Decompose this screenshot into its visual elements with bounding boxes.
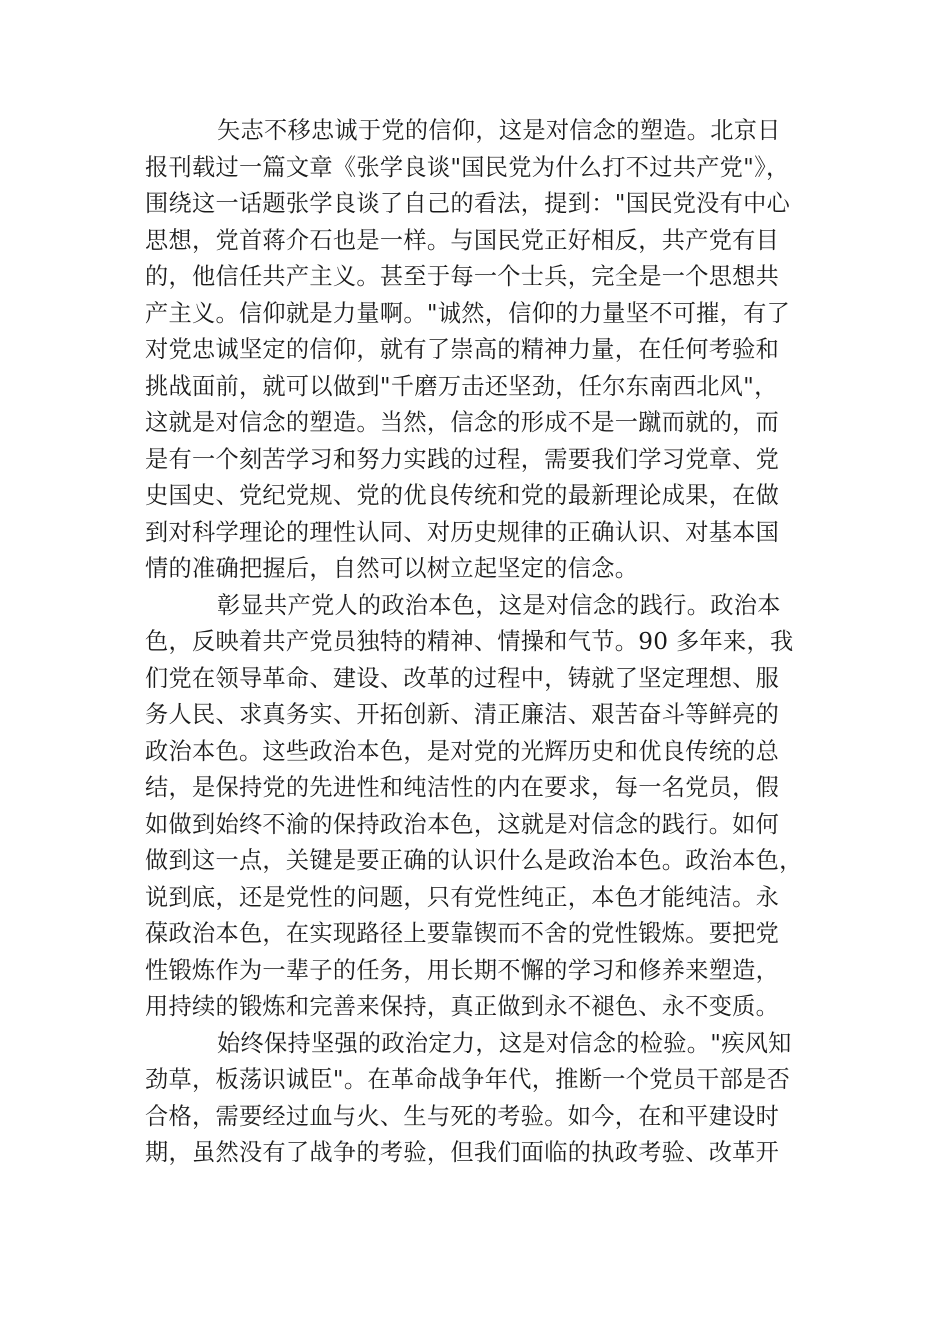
text-line: 到对科学理论的理性认同、对历史规律的正确认识、对基本国 bbox=[145, 518, 780, 546]
text-line: 围绕这一话题张学良谈了自己的看法，提到："国民党没有中心 bbox=[145, 190, 791, 217]
text-line: 葆政治本色，在实现路径上要靠锲而不舍的党性锻炼。要把党 bbox=[145, 920, 780, 947]
text-line: 始终保持坚强的政治定力，这是对信念的检验。"疾风知 bbox=[217, 1029, 792, 1057]
text-line: 说到底，还是党性的问题，只有党性纯正，本色才能纯洁。永 bbox=[145, 883, 780, 911]
text-line: 用持续的锻炼和完善来保持，真正做到永不褪色、永不变质。 bbox=[145, 993, 780, 1020]
text-line: 劲草，板荡识诚臣"。在革命战争年代，推断一个党员干部是否 bbox=[145, 1066, 791, 1093]
text-line: 思想，党首蒋介石也是一样。与国民党正好相反，共产党有目 bbox=[145, 226, 780, 254]
text-line: 结，是保持党的先进性和纯洁性的内在要求，每一名党员，假 bbox=[145, 774, 780, 801]
paragraph-political-character bbox=[145, 588, 805, 1026]
text-line: 政治本色。这些政治本色，是对党的光辉历史和优良传统的总 bbox=[145, 737, 780, 765]
text-line: 合格，需要经过血与火、生与死的考验。如今，在和平建设时 bbox=[145, 1102, 780, 1130]
paragraph-faith-shaping bbox=[145, 113, 805, 588]
text-line: 们党在领导革命、建设、改革的过程中，铸就了坚定理想、服 bbox=[145, 664, 780, 692]
text-line: 如做到始终不渝的保持政治本色，这就是对信念的践行。如何 bbox=[145, 810, 780, 838]
text-line: 史国史、党纪党规、党的优良传统和党的最新理论成果，在做 bbox=[145, 482, 780, 509]
paragraph-political-resolve bbox=[145, 1026, 805, 1172]
text-line: 彰显共产党人的政治本色，这是对信念的践行。政治本 bbox=[217, 591, 781, 619]
text-line: 产主义。信仰就是力量啊。"诚然，信仰的力量坚不可摧，有了 bbox=[145, 299, 791, 327]
text-line: 报刊载过一篇文章《张学良谈"国民党为什么打不过共产党"》， bbox=[145, 153, 790, 181]
text-line: 做到这一点，关键是要正确的认识什么是政治本色。政治本色， bbox=[145, 847, 803, 874]
text-line: 期，虽然没有了战争的考验，但我们面临的执政考验、改革开 bbox=[145, 1139, 780, 1166]
text-line: 色，反映着共产党员独特的精神、情操和气节。90 多年来，我 bbox=[145, 628, 794, 655]
document-body bbox=[145, 113, 805, 1172]
text-line: 性锻炼作为一辈子的任务，用长期不懈的学习和修养来塑造， bbox=[145, 956, 780, 984]
text-line: 是有一个刻苦学习和努力实践的过程，需要我们学习党章、党 bbox=[145, 445, 780, 473]
text-line: 这就是对信念的塑造。当然，信念的形成不是一蹴而就的，而 bbox=[145, 409, 780, 436]
text-line: 挑战面前，就可以做到"千磨万击还坚劲，任尔东南西北风"， bbox=[145, 372, 778, 400]
text-line: 务人民、求真务实、开拓创新、清正廉洁、艰苦奋斗等鲜亮的 bbox=[145, 701, 780, 728]
text-line: 的，他信任共产主义。甚至于每一个士兵，完全是一个思想共 bbox=[145, 263, 780, 290]
text-line: 对党忠诚坚定的信仰，就有了崇高的精神力量，在任何考验和 bbox=[145, 336, 780, 363]
text-line: 矢志不移忠诚于党的信仰，这是对信念的塑造。北京日 bbox=[217, 117, 781, 144]
text-line: 情的准确把握后，自然可以树立起坚定的信念。 bbox=[145, 555, 639, 582]
